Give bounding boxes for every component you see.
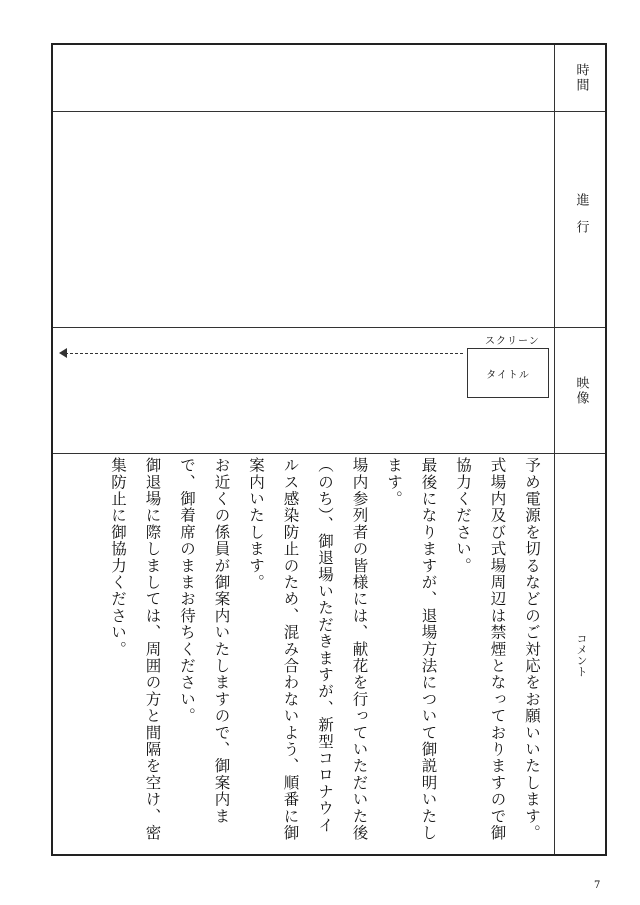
screen-label: スクリーン — [485, 336, 540, 347]
comment-paragraph: 式場内及び式場周辺は禁煙となっておりますので御協力ください。 — [454, 457, 507, 842]
comment-paragraph: お近くの係員が御案内いたしますので、御案内まで、御着席のままお待ちください。 — [178, 457, 231, 825]
program-table — [51, 43, 607, 856]
comment-label: コメント — [575, 633, 588, 677]
row-divider-video — [53, 453, 605, 454]
progress-label-cell — [555, 112, 607, 327]
title-box-label: タイトル — [486, 369, 530, 381]
comment-label-cell — [555, 454, 607, 856]
comment-paragraph: 予め電源を切るなどのご対応をお願いいたします。 — [523, 457, 541, 842]
comment-paragraph: 場内参列者の皆様には、献花を行っていただいた後（のち）、御退場いただきますが、新型コロナウイルス感染防止のため、混み合わないよう、順番に御案内いたします。 — [247, 457, 369, 842]
time-label-cell — [555, 45, 607, 111]
row-divider-time — [53, 111, 605, 112]
comment-body — [63, 457, 549, 849]
comment-paragraph: 最後になりますが、退場方法について御説明いたします。 — [385, 457, 438, 842]
screen-arrow-line — [65, 353, 463, 354]
title-box — [467, 348, 549, 398]
video-label: 映像 — [573, 375, 589, 406]
progress-label: 進行 — [573, 192, 589, 247]
row-divider-progress — [53, 327, 605, 328]
comment-paragraph: 御退場に際しましては、周囲の方と間隔を空け、密集防止に御協力ください。 — [109, 457, 162, 842]
video-label-cell — [555, 328, 607, 453]
time-label: 時間 — [573, 63, 589, 93]
page-number: 7 — [594, 880, 601, 891]
